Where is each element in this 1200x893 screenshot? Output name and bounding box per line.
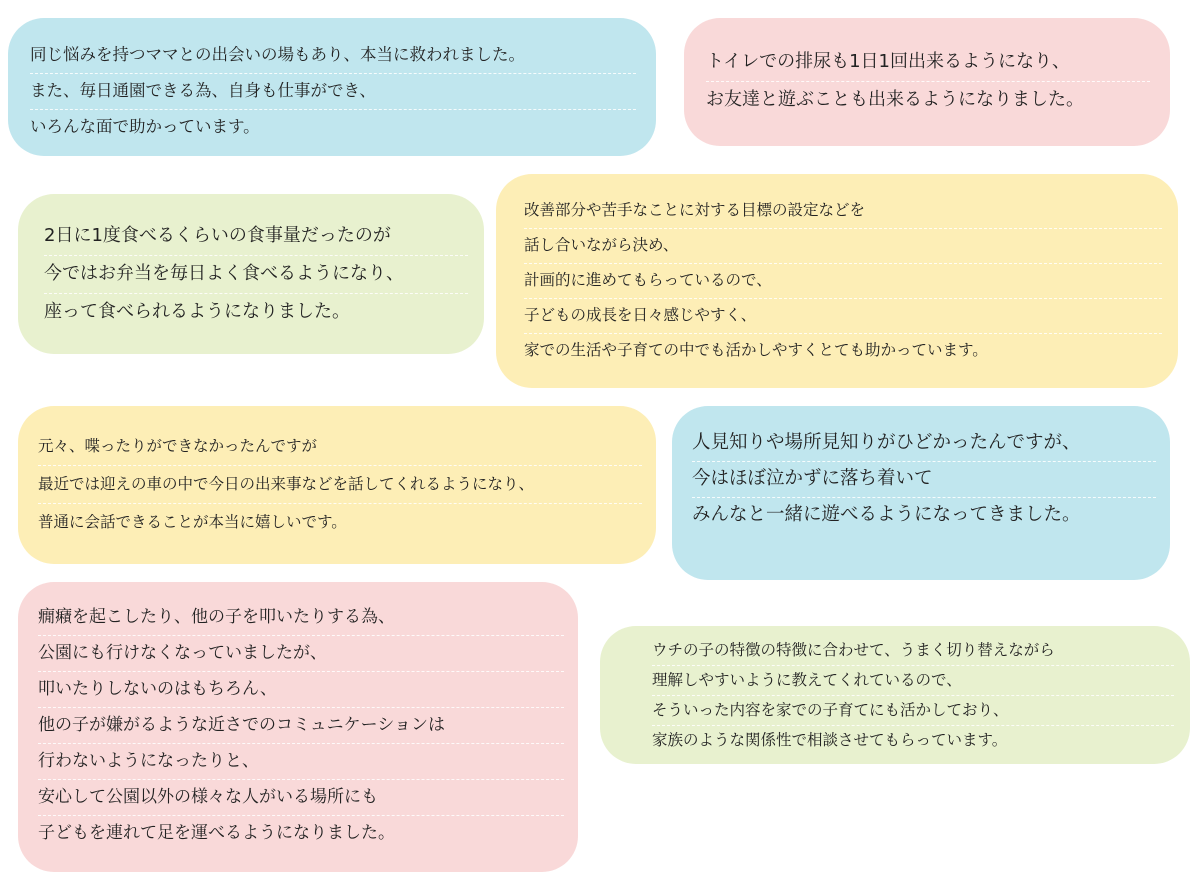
- testimonial-line: 公園にも行けなくなっていましたが、: [38, 636, 564, 672]
- testimonial-card-6: [672, 406, 1170, 580]
- testimonial-line: 2日に1度食べるくらいの食事量だったのが: [44, 218, 468, 256]
- testimonial-line: 改善部分や苦手なことに対する目標の設定などを: [524, 194, 1162, 229]
- testimonial-line: 今はほぼ泣かずに落ち着いて: [692, 462, 1156, 498]
- testimonial-line: いろんな面で助かっています。: [30, 117, 260, 136]
- testimonial-line: 人見知りや場所見知りがひどかったんですが、: [692, 426, 1156, 462]
- testimonial-line: 計画的に進めてもらっているので、: [524, 264, 1162, 299]
- testimonial-line: 同じ悩みを持つママとの出会いの場もあり、本当に救われました。: [30, 38, 636, 74]
- testimonial-line: お友達と遊ぶことも出来るようになりました。: [706, 89, 1084, 110]
- testimonial-line: みんなと一緒に遊べるようになってきました。: [692, 504, 1081, 525]
- testimonial-line: 元々、喋ったりができなかったんですが: [38, 428, 642, 466]
- testimonial-line: 理解しやすいように教えてくれているので、: [652, 666, 1174, 696]
- testimonial-card-5: [18, 406, 656, 564]
- testimonial-card-7: [18, 582, 578, 872]
- testimonial-line: 叩いたりしないのはもちろん、: [38, 672, 564, 708]
- testimonial-line: 普通に会話できることが本当に嬉しいです。: [38, 513, 347, 531]
- testimonial-line: そういった内容を家での子育てにも活かしており、: [652, 696, 1174, 726]
- testimonial-card-3: [18, 194, 484, 354]
- testimonial-line: 家での生活や子育ての中でも活かしやすくとても助かっています。: [524, 341, 988, 359]
- testimonial-line: 子どもの成長を日々感じやすく、: [524, 299, 1162, 334]
- testimonial-line: ウチの子の特徴の特徴に合わせて、うまく切り替えながら: [652, 636, 1174, 666]
- testimonial-line: 今ではお弁当を毎日よく食べるようになり、: [44, 256, 468, 294]
- testimonial-line: 子どもを連れて足を運べるようになりました。: [38, 823, 395, 843]
- testimonial-card-1: [8, 18, 656, 156]
- testimonial-line: 最近では迎えの車の中で今日の出来事などを話してくれるようになり、: [38, 466, 642, 504]
- testimonial-card-4: [496, 174, 1178, 388]
- testimonial-line: また、毎日通園できる為、自身も仕事ができ、: [30, 74, 636, 110]
- testimonial-line: 癇癪を起こしたり、他の子を叩いたりする為、: [38, 600, 564, 636]
- testimonial-line: 家族のような関係性で相談させてもらっています。: [652, 731, 1008, 749]
- testimonial-line: トイレでの排尿も1日1回出来るようになり、: [706, 44, 1150, 82]
- testimonial-line: 安心して公園以外の様々な人がいる場所にも: [38, 780, 564, 816]
- testimonial-line: 行わないようになったりと、: [38, 744, 564, 780]
- testimonial-line: 話し合いながら決め、: [524, 229, 1162, 264]
- testimonial-card-8: [600, 626, 1190, 764]
- testimonial-card-2: [684, 18, 1170, 146]
- testimonial-line: 他の子が嫌がるような近さでのコミュニケーションは: [38, 708, 564, 744]
- testimonial-line: 座って食べられるようになりました。: [44, 301, 350, 322]
